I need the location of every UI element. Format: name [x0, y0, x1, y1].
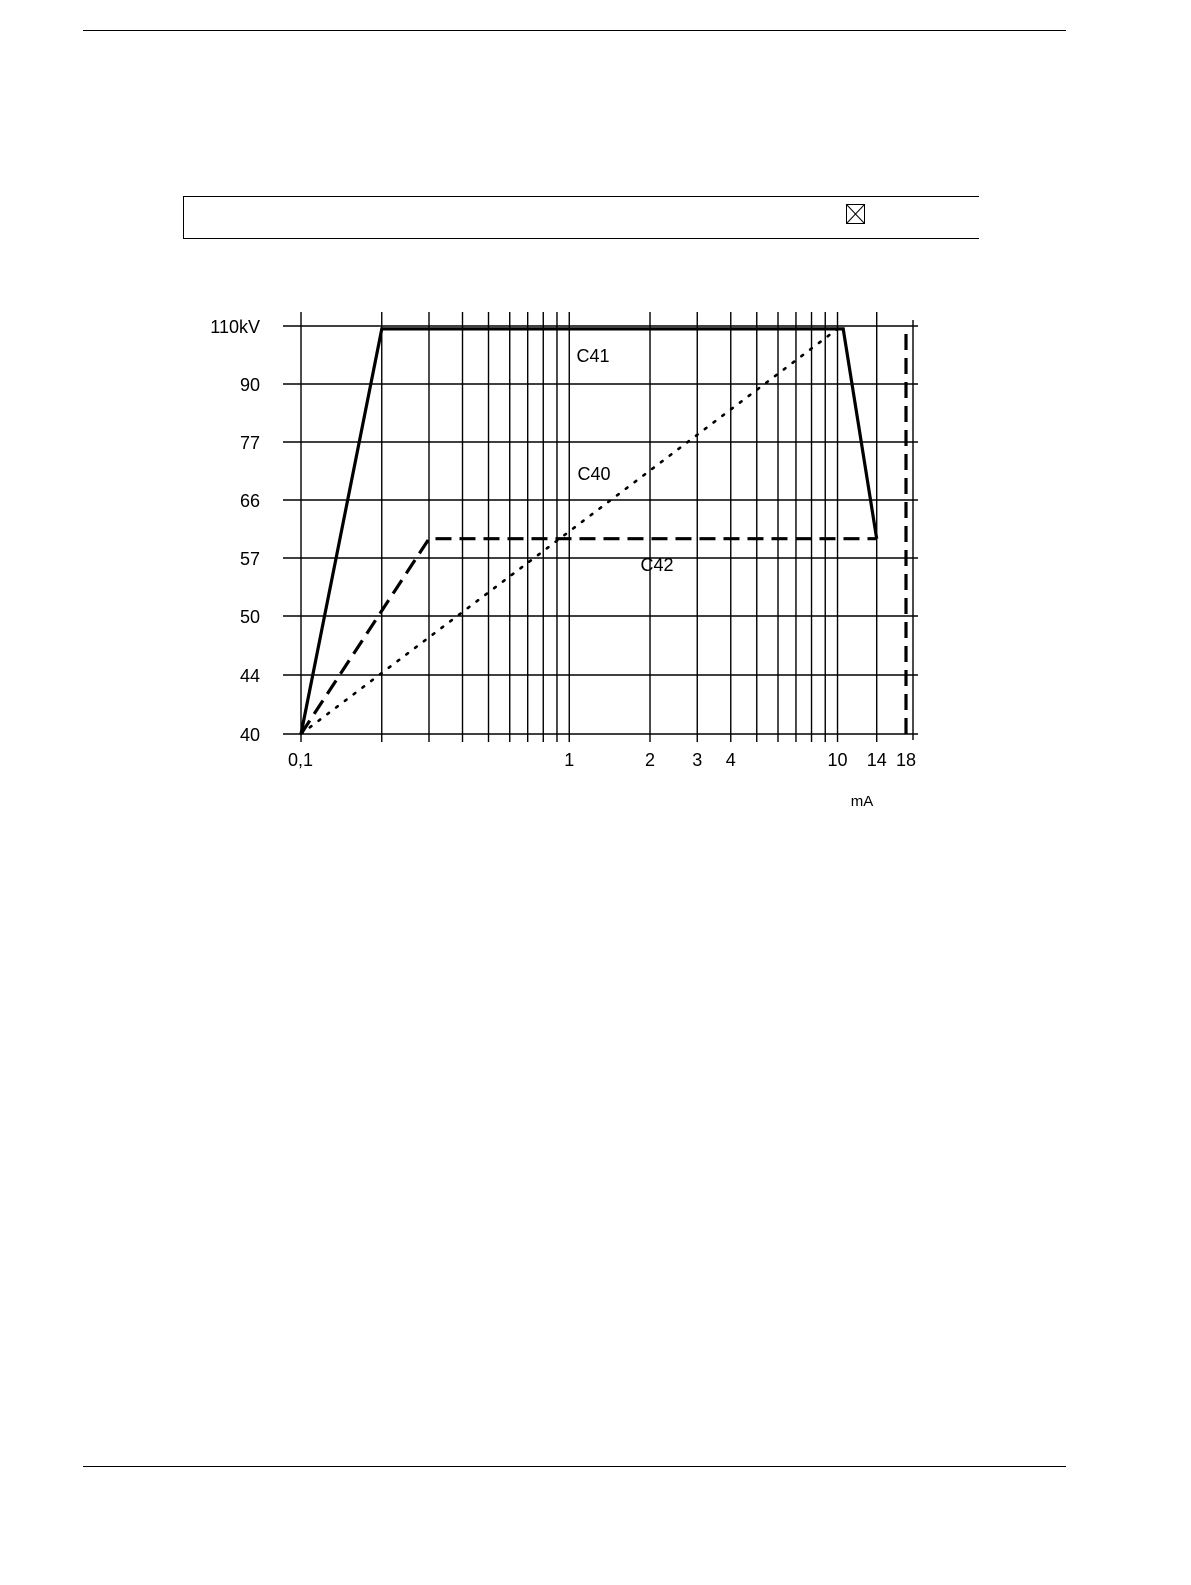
series-line-c42 — [301, 539, 877, 734]
y-tick-label: 77 — [239, 433, 260, 453]
x-tick-label: 0,1 — [288, 750, 314, 770]
y-tick-label: 57 — [239, 549, 260, 569]
y-tick-label: 50 — [239, 607, 260, 627]
series-label-c40: C40 — [577, 464, 611, 484]
x-tick-label: 14 — [866, 750, 887, 770]
x-tick-label: 3 — [692, 750, 703, 770]
grid — [283, 312, 918, 742]
x-tick-label: 4 — [725, 750, 736, 770]
series-label-c41: C41 — [576, 346, 610, 366]
y-tick-label: 44 — [239, 666, 260, 686]
x-axis-label: mA — [850, 793, 874, 810]
x-tick-label: 2 — [645, 750, 656, 770]
y-tick-label: 66 — [239, 491, 260, 511]
series — [301, 326, 906, 734]
y-tick-label: 90 — [239, 375, 260, 395]
series-line-c41 — [301, 329, 877, 734]
x-tick-label: 10 — [827, 750, 848, 770]
y-tick-label: 40 — [239, 725, 260, 745]
series-label-c42: C42 — [640, 555, 674, 575]
labels — [210, 317, 916, 810]
y-tick-label: 110kV — [210, 317, 260, 337]
footer-rule — [83, 1466, 1066, 1467]
x-tick-label: 1 — [564, 750, 575, 770]
x-tick-label: 18 — [895, 750, 917, 770]
